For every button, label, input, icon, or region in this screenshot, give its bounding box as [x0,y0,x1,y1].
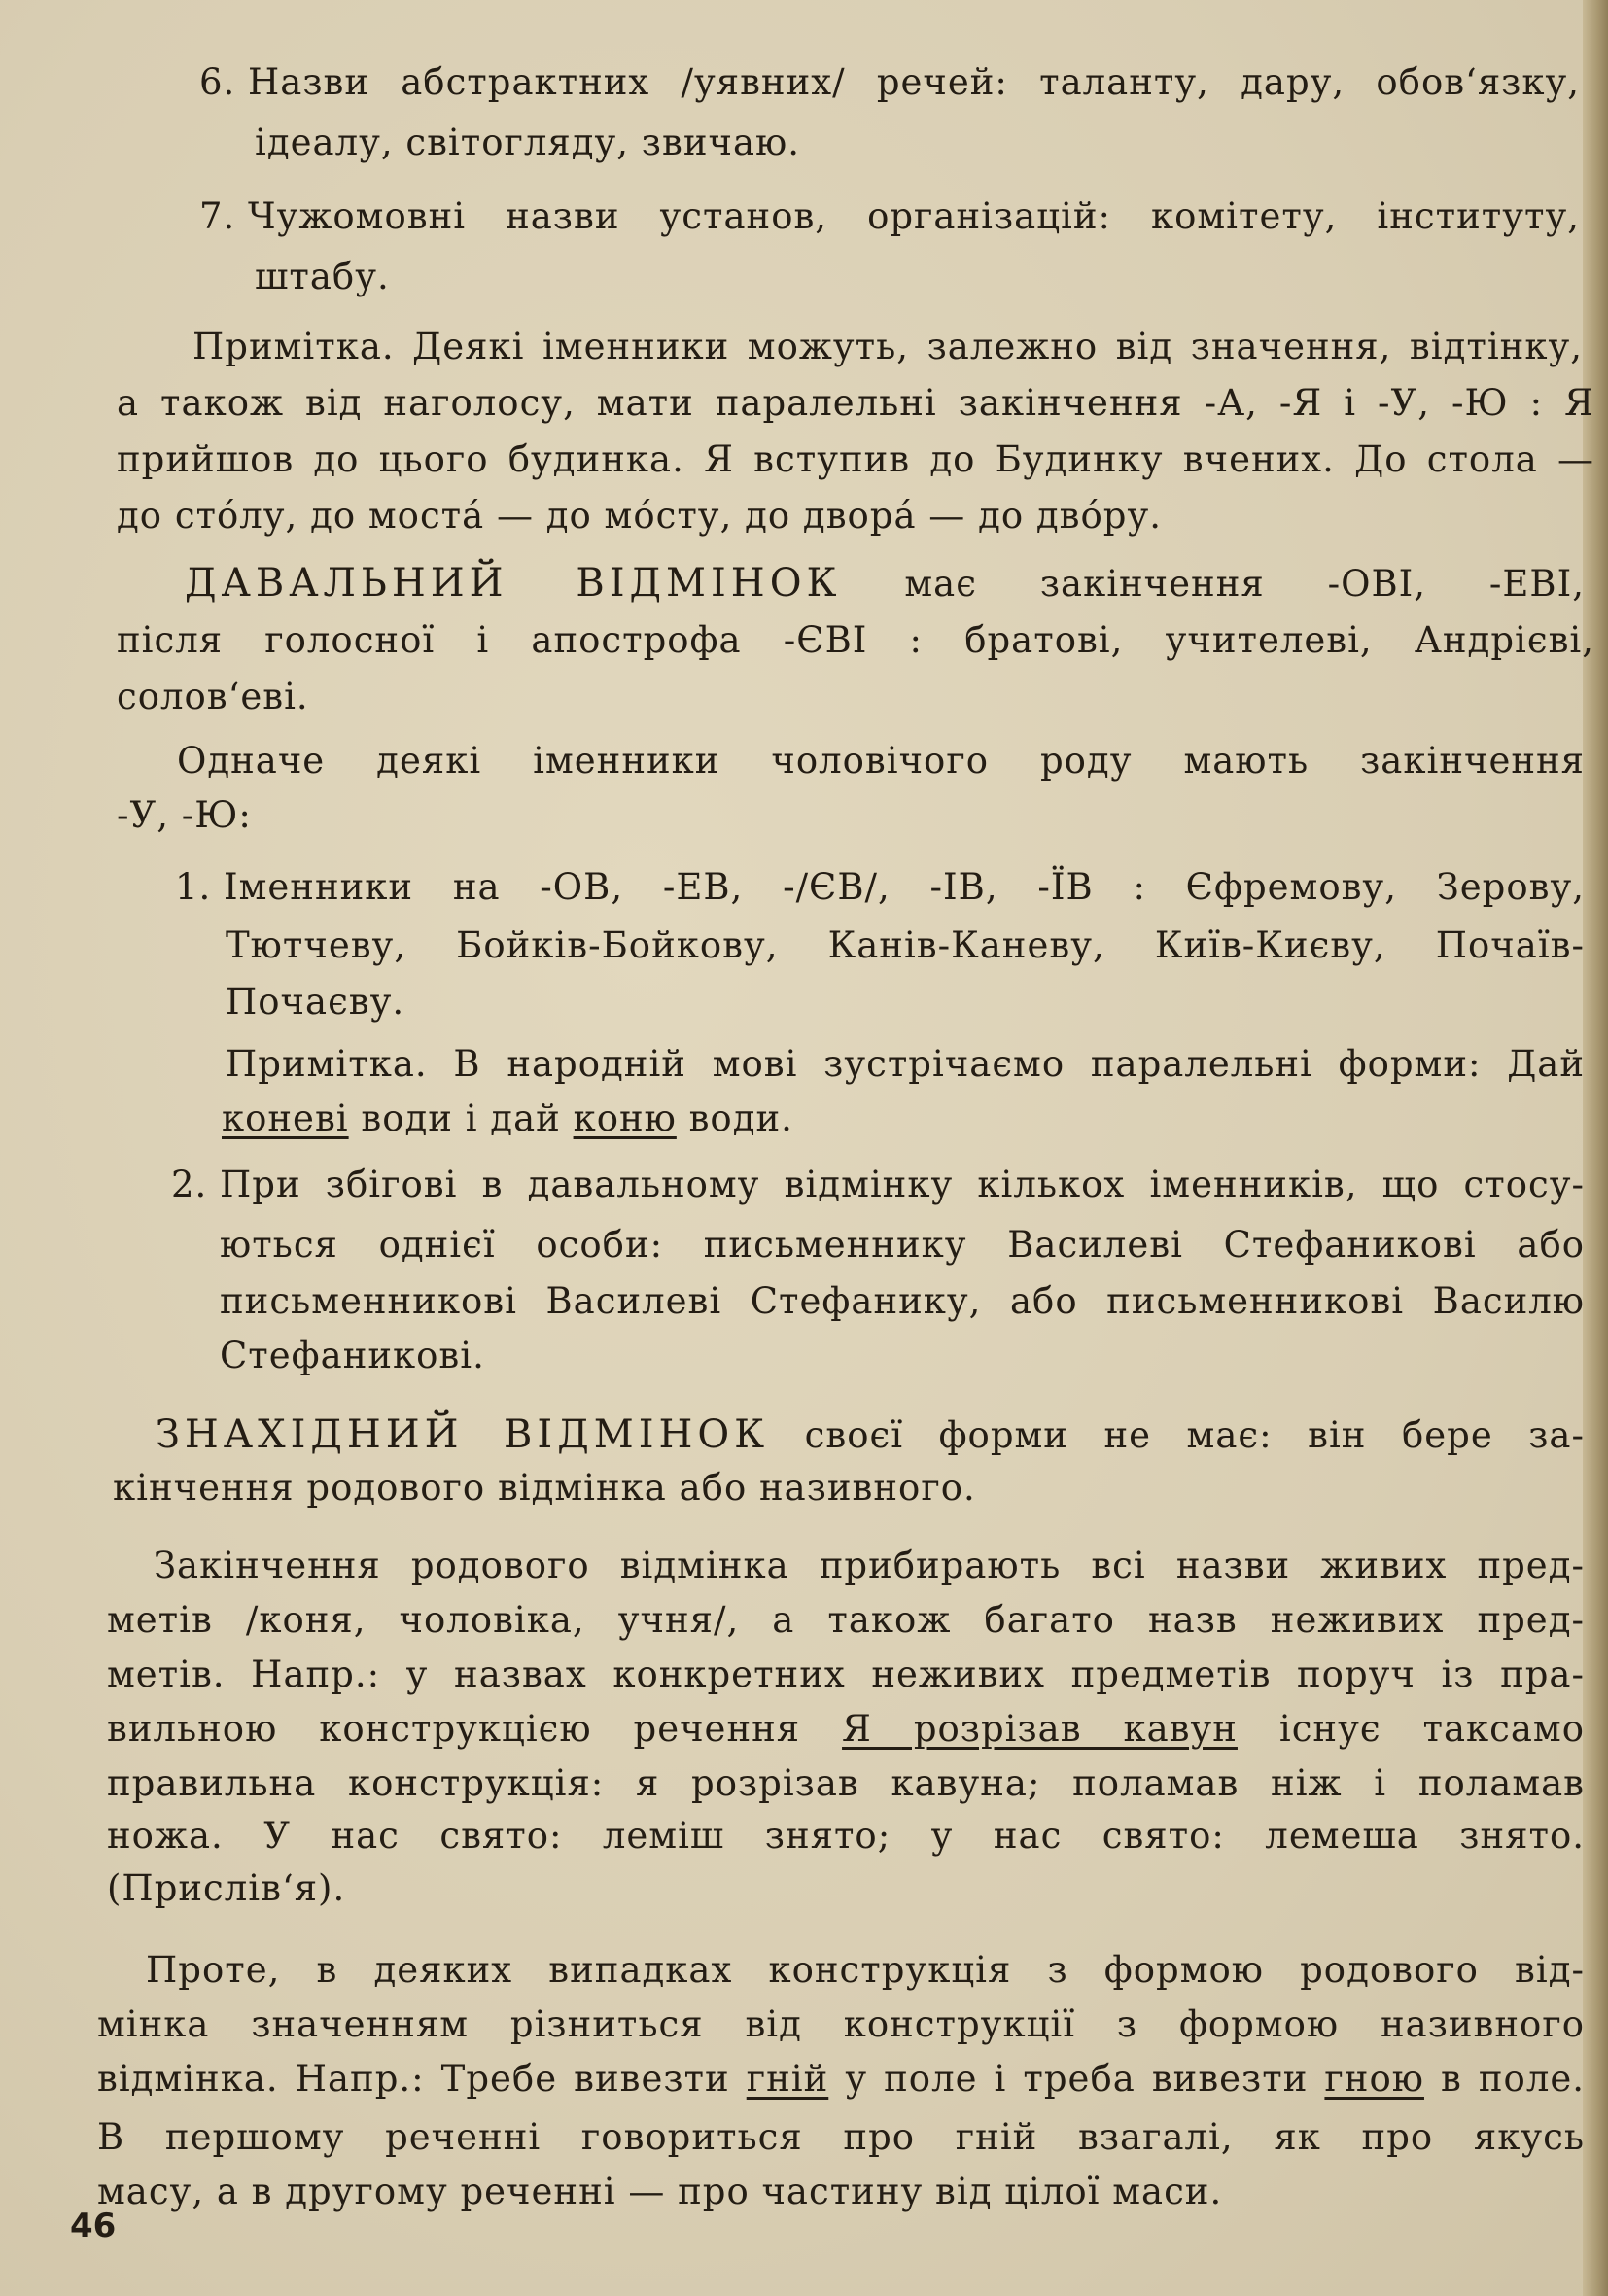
note-1-line3: прийшов до цього будинка. Я вступив до Будинку вчених. До стола — [117,438,1594,480]
genitive-line1: Закінчення родового відмінка прибирають всі назви живих пред- [154,1545,1585,1586]
dative-item-1-line3: Почаєву. [226,981,405,1023]
note-1-line1: Примітка. Деякі іменники можуть, залежно від значення, відтінку, [192,326,1583,367]
section-heading-dative: ДАВАЛЬНИЙ ВІДМІНОК [185,561,842,606]
list-item-6-line1: 6. Назви абстрактних /уявних/ речей: таланту, дару, обов‘язку, [199,61,1580,103]
list-number: 7. [199,195,236,237]
section-heading-accusative: ЗНАХІДНИЙ ВІДМІНОК [156,1412,770,1457]
page-number: 46 [70,2207,117,2245]
dative-item-2-line3: письменникові Василеві Стефанику, або письменникові Василю [220,1280,1585,1322]
note-2-line2: коневі води і дай коню води. [222,1097,793,1139]
underlined-word: гною [1324,2058,1424,2100]
dative-line2: після голосної і апострофа -ЄВІ : братові, учителеві, Андрієві, [117,619,1594,661]
accusative-line1: ЗНАХІДНИЙ ВІДМІНОК своєї форми не має: він бере за- [156,1412,1585,1457]
however2-line5: масу, а в другому реченні — про частину від цілої маси. [97,2171,1223,2212]
however-line1: Одначе деякі іменники чоловічого роду мають закінчення [177,740,1585,782]
list-item-6-line2: ідеалу, світогляду, звичаю. [255,122,800,163]
dative-item-2-line2: ються однієї особи: письменнику Василеві Стефаникові або [220,1224,1585,1266]
note-1-line4: до стóлу, до мостá — до мóсту, до дворá — до двóру. [117,495,1162,537]
underlined-word: гній [746,2058,829,2100]
however2-line1: Проте, в деяких випадках конструкція з формою родового від- [146,1949,1585,1991]
dative-line3: солов‘еві. [117,676,309,717]
dative-item-2-line4: Стефаникові. [220,1335,485,1376]
however2-line4: В першому реченні говориться про гній взагалі, як про якусь [97,2116,1585,2158]
note-2-line1: Примітка. В народній мові зустрічаємо паралельні форми: Дай [226,1043,1585,1085]
underlined-word: коневі [222,1097,349,1139]
list-item-7-line1: 7. Чужомовні назви установ, організацій: комітету, інституту, [199,195,1580,237]
genitive-line3: метів. Напр.: у назвах конкретних неживих предметів поруч із пра- [107,1653,1585,1695]
list-number: 1. [175,866,212,908]
however2-line2: мінка значенням різниться від конструкції з формою називного [97,2003,1585,2045]
genitive-line5: правильна конструкція: я розрізав кавуна; поламав ніж і поламав [107,1762,1585,1804]
accusative-line2: кінчення родового відмінка або називного. [113,1467,976,1509]
dative-line1: ДАВАЛЬНИЙ ВІДМІНОК має закінчення -ОВІ, -ЕВІ, [185,561,1585,606]
list-number: 2. [171,1164,208,1205]
list-number: 6. [199,61,236,103]
list-item-7-line2: штабу. [255,256,390,297]
genitive-line2: метів /коня, чоловіка, учня/, а також багато назв неживих пред- [107,1599,1585,1641]
note-1-line2: а також від наголосу, мати паралельні закінчення -А, -Я і -У, -Ю : Я [117,382,1594,424]
genitive-line7: (Прислів‘я). [107,1867,346,1909]
however-line2: -У, -Ю: [117,794,252,836]
however2-line3: відмінка. Напр.: Требе вивезти гній у поле і треба вивезти гною в поле. [97,2058,1585,2100]
page-edge [1583,0,1608,2296]
genitive-line6: ножа. У нас свято: леміш знято; у нас свято: лемеша знято. [107,1815,1585,1857]
underlined-word: коню [573,1097,677,1139]
underlined-phrase: Я розрізав кавун [842,1708,1238,1750]
dative-item-2-line1: 2. При збігові в давальному відмінку кількох іменників, що стосу- [171,1164,1585,1205]
dative-item-1-line1: 1. Іменники на -ОВ, -ЕВ, -/ЄВ/, -ІВ, -ЇВ : Єфремову, Зерову, [175,866,1585,908]
genitive-line4: вильною конструкцією речення Я розрізав кавун існує таксамо [107,1708,1585,1750]
dative-item-1-line2: Тютчеву, Бойків-Бойкову, Канів-Каневу, Київ-Києву, Почаїв- [226,924,1585,966]
